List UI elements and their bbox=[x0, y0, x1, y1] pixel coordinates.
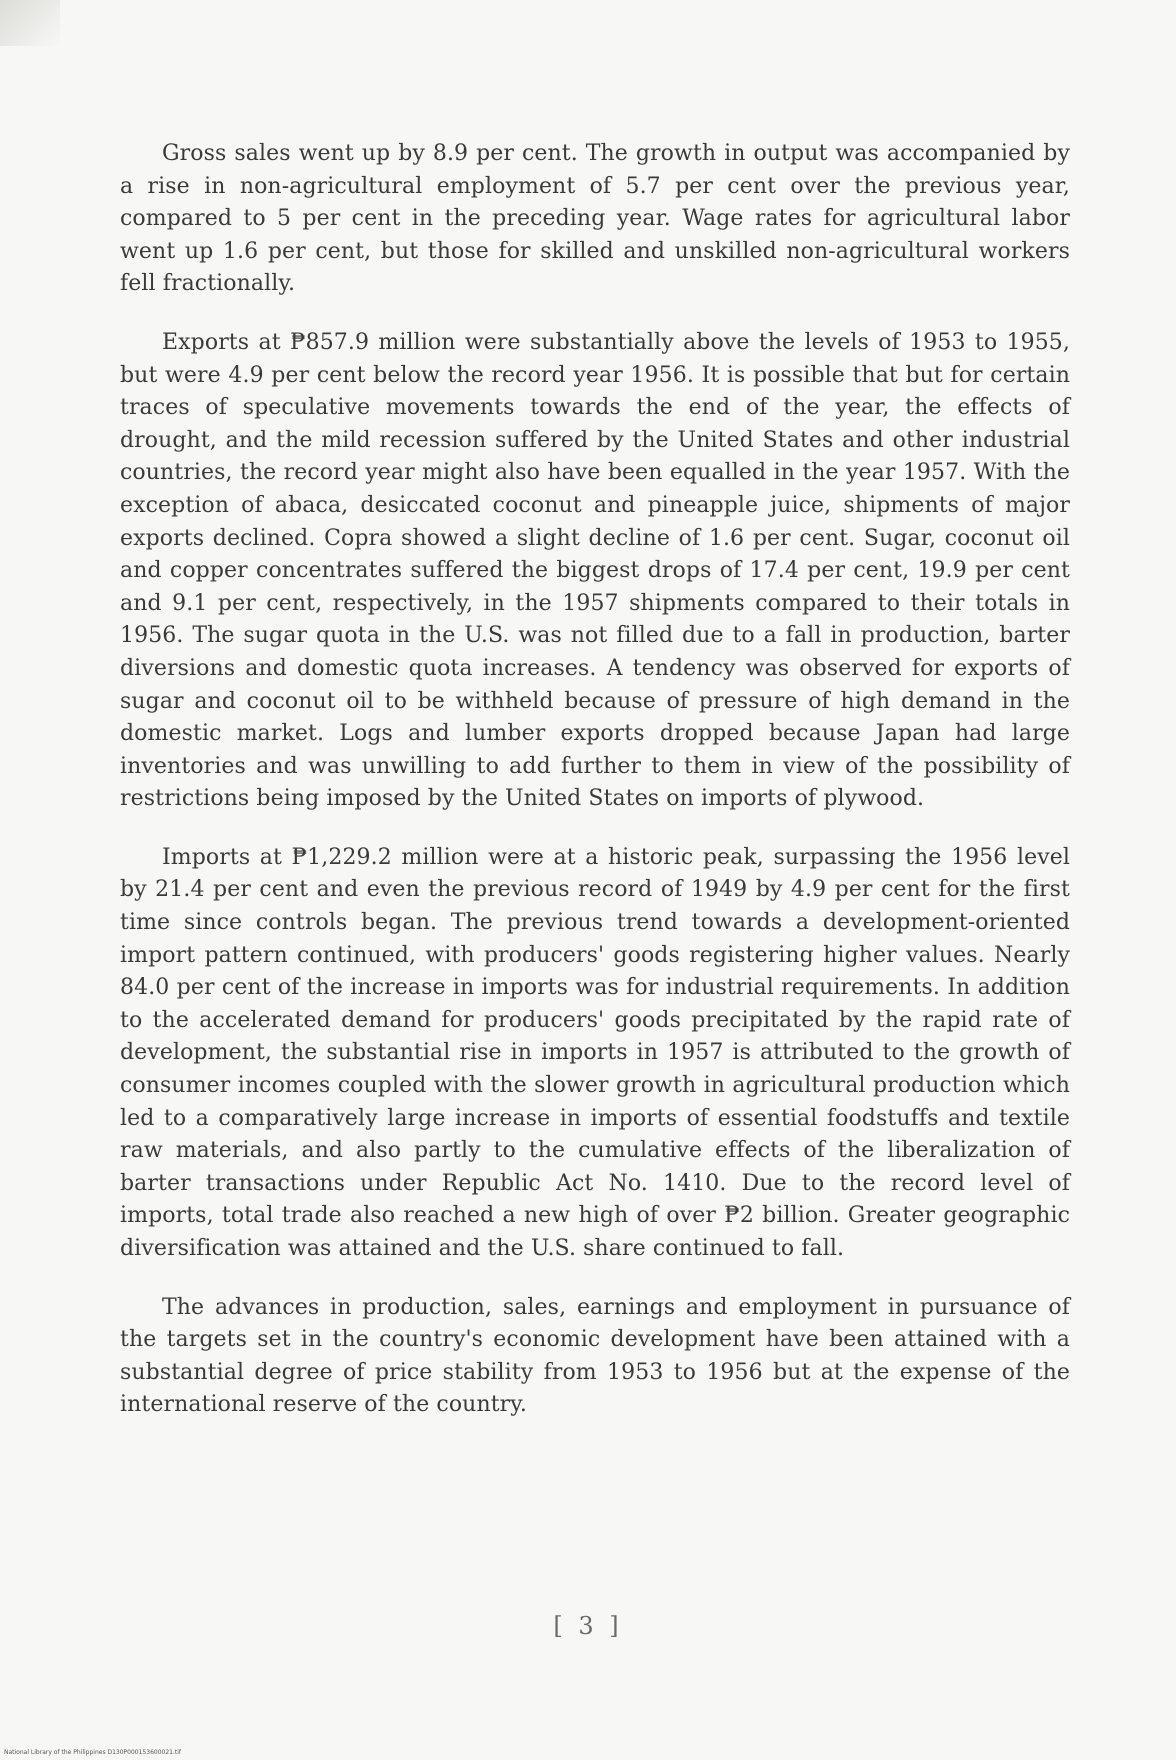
scan-corner-shade bbox=[0, 0, 60, 46]
paragraph-imports: Imports at ₱1,229.2 million were at a historic peak, surpassing the 1956 level by 21.4 per cent and even the previous record of 1949 by 4.9 per cent for the first time since controls began. The previous trend towards a development-oriented import pattern continued, with producers' goods registering higher values. Nearly 84.0 per cent of the increase in imports was for industrial requirements. In addition to the accelerated demand for producers' goods precipitated by the rapid rate of development, the substantial rise in imports in 1957 is attributed to the growth of consumer incomes coupled with the slower growth in agricultural production which led to a comparatively large increase in imports of essential foodstuffs and textile raw materials, and also partly to the cumulative effects of the liberalization of barter transactions under Republic Act No. 1410. Due to the record level of imports, total trade also reached a new high of over ₱2 billion. Greater geographic diversification was attained and the U.S. share continued to fall. bbox=[120, 844, 1070, 1261]
scan-footer-caption: National Library of the Philippines D130P000153600021.tif bbox=[4, 1749, 182, 1756]
body-text bbox=[120, 138, 1070, 1448]
paragraph-exports: Exports at ₱857.9 million were substantially above the levels of 1953 to 1955, but were 4.9 per cent below the record year 1956. It is possible that but for certain traces of speculative movements towards the end of the year, the effects of drought, and the mild recession suffered by the United States and other industrial countries, the record year might also have been equalled in the year 1957. With the exception of abaca, desiccated coconut and pineapple juice, shipments of major exports declined. Copra showed a slight decline of 1.6 per cent. Sugar, coconut oil and copper concentrates suffered the biggest drops of 17.4 per cent, 19.9 per cent and 9.1 per cent, respectively, in the 1957 shipments compared to their totals in 1956. The sugar quota in the U.S. was not filled due to a fall in production, barter diversions and domestic quota increases. A tendency was observed for exports of sugar and coconut oil to be withheld because of pressure of high demand in the domestic market. Logs and lumber exports dropped because Japan had large inventories and was unwilling to add further to them in view of the possibility of restrictions being imposed by the United States on imports of plywood. bbox=[120, 329, 1070, 812]
paragraph-advances: The advances in production, sales, earnings and employment in pursuance of the targets set in the country's economic development have been attained with a substantial degree of price stability from 1953 to 1956 but at the expense of the international reserve of the country. bbox=[120, 1294, 1070, 1418]
page-number: [ 3 ] bbox=[553, 1612, 623, 1640]
paragraph-gross-sales: Gross sales went up by 8.9 per cent. The growth in output was accompanied by a rise in non-agricultural employment of 5.7 per cent over the previous year, compared to 5 per cent in the preceding year. Wage rates for agricultural labor went up 1.6 per cent, but those for skilled and unskilled non-agricultural workers fell fractionally. bbox=[120, 141, 1070, 297]
